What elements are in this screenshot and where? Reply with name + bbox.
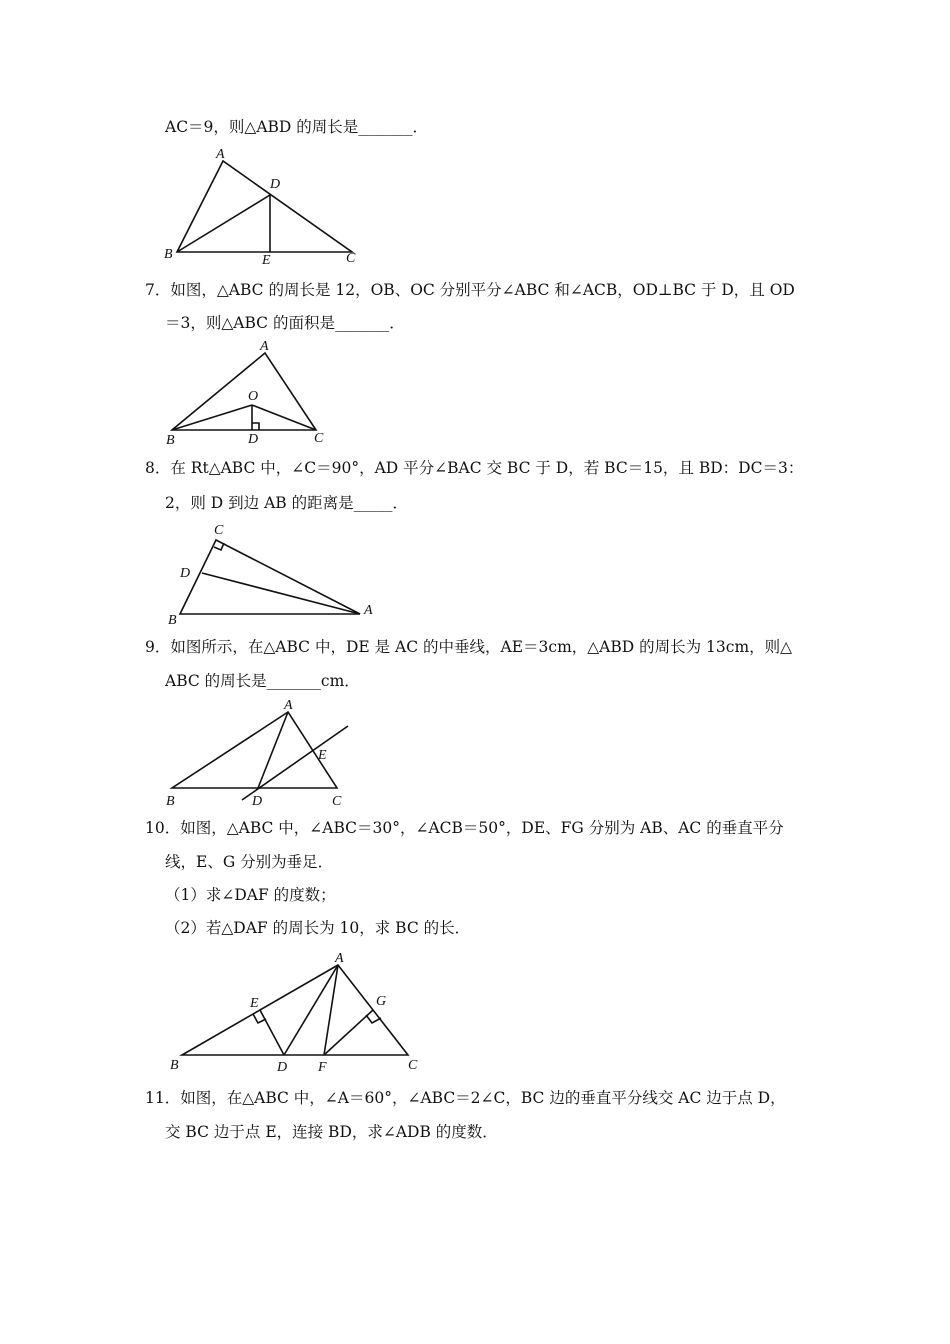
q9-line-2: ABC 的周长是_______cm． [165, 672, 360, 690]
label-b: B [164, 247, 173, 262]
label-f: F [318, 1060, 327, 1075]
q9-line-1: 9．如图所示，在△ABC 中，DE 是 AC 的中垂线，AE＝3cm，△ABD 的周长为 13cm，则△ [145, 638, 793, 656]
q11-line-1: 11．如图，在△ABC 中，∠A＝60°，∠ABC＝2∠C，BC 边的垂直平分线交 AC 边于点 D， [145, 1089, 786, 1107]
q10-line-1: 10．如图，△ABC 中，∠ABC＝30°，∠ACB＝50°，DE、FG 分别为 AB、AC 的垂直平分 [145, 819, 784, 837]
triangle-abc [172, 353, 316, 430]
label-e: E [318, 748, 327, 763]
segment-bo [172, 405, 252, 430]
perpendicular-bisector [242, 726, 348, 800]
label-a: A [216, 147, 225, 162]
label-c: C [214, 523, 224, 538]
q8-line-2: 2，则 D 到边 AB 的距离是_____． [165, 494, 408, 512]
label-d: D [252, 794, 263, 809]
label-d: D [277, 1060, 288, 1075]
q10-part-2: （2）若△DAF 的周长为 10，求 BC 的长． [165, 919, 471, 937]
label-b: B [166, 794, 175, 809]
segment-af [324, 965, 338, 1055]
triangle-abc [177, 161, 352, 252]
figure-q8 [160, 518, 390, 630]
figure-q6 [160, 142, 380, 268]
label-a: A [364, 603, 373, 618]
label-c: C [346, 251, 356, 266]
label-c: C [314, 431, 324, 446]
segment-ad [284, 965, 338, 1055]
q8-line-1: 8．在 Rt△ABC 中，∠C＝90°，AD 平分∠BAC 交 BC 于 D，若 BC＝15，且 BD：DC＝3： [145, 459, 804, 477]
q11-line-2: 交 BC 边于点 E，连接 BD，求∠ADB 的度数． [165, 1123, 498, 1141]
figure-q9 [160, 695, 360, 810]
segment-fg [324, 1010, 373, 1055]
label-b: B [166, 433, 175, 448]
segment-de [260, 1010, 284, 1055]
label-a: A [260, 339, 269, 354]
segment-oc [252, 405, 316, 430]
q6-line-2: AC＝9，则△ABD 的周长是_______． [165, 118, 429, 136]
q7-line-2: ＝3，则△ABC 的面积是_______． [165, 314, 405, 332]
q10-part-1: （1）求∠DAF 的度数； [165, 886, 336, 904]
segment-ad [258, 712, 288, 788]
label-d: D [248, 432, 259, 447]
segment-ad [202, 573, 360, 614]
figure-q7 [160, 338, 340, 448]
right-angle-mark [252, 423, 259, 430]
label-c: C [408, 1058, 418, 1073]
q7-line-1: 7．如图，△ABC 的周长是 12，OB、OC 分别平分∠ABC 和∠ACB，OD⊥BC 于 D，且 OD [145, 281, 795, 299]
label-e: E [262, 253, 271, 268]
label-c: C [332, 794, 342, 809]
label-b: B [170, 1058, 179, 1073]
triangle-abc [180, 540, 360, 614]
label-a: A [335, 951, 344, 966]
label-a: A [284, 698, 293, 713]
figure-q10 [160, 945, 430, 1075]
label-b: B [168, 613, 177, 628]
label-e: E [250, 996, 259, 1011]
label-d: D [270, 177, 281, 192]
triangle-abc [182, 965, 408, 1055]
label-o: O [248, 389, 259, 404]
label-g: G [376, 994, 387, 1009]
q10-line-2: 线，E、G 分别为垂足． [165, 853, 334, 871]
label-d: D [180, 566, 191, 581]
